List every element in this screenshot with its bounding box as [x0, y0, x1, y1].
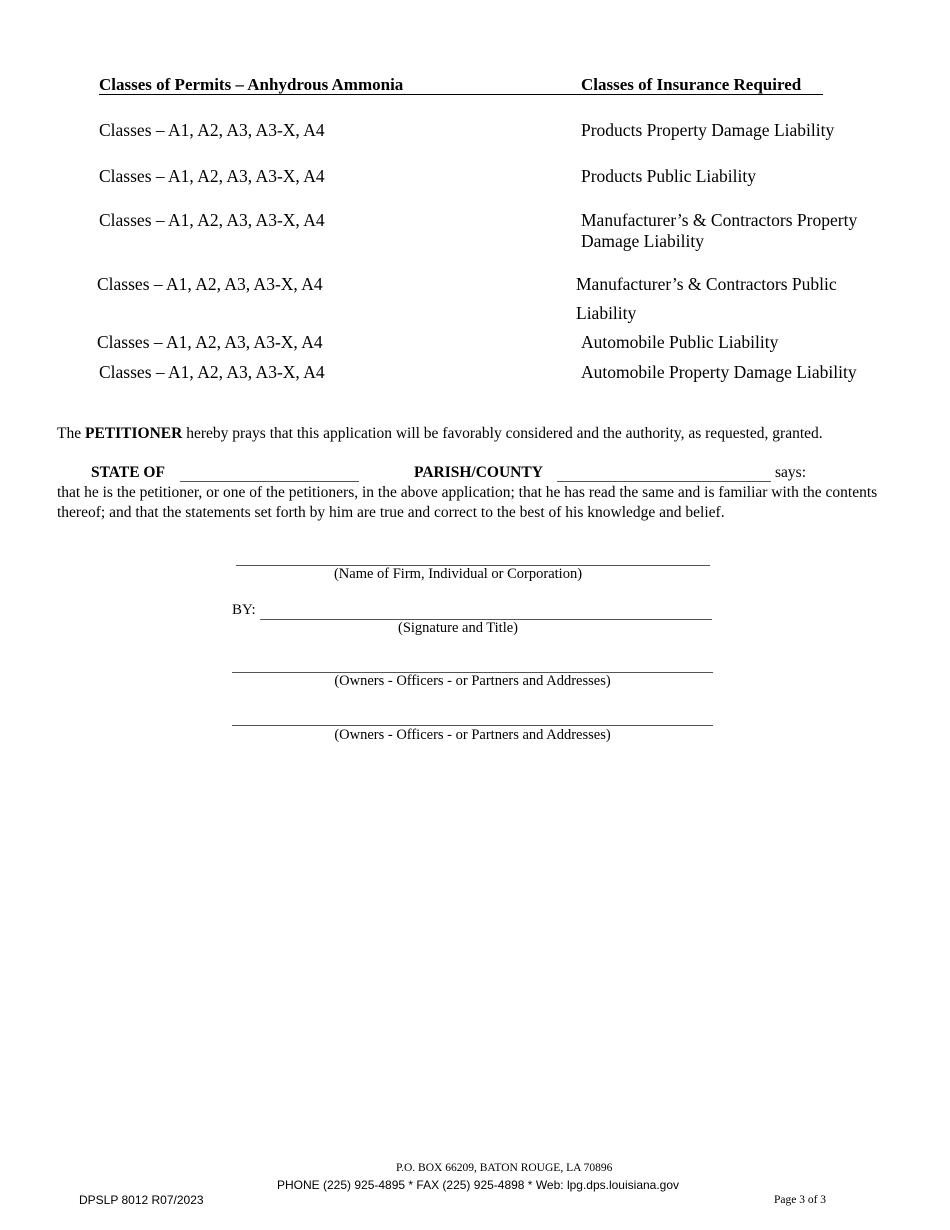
permits-column-header: Classes of Permits – Anhydrous Ammonia: [99, 75, 404, 94]
footer-contact: PHONE (225) 925-4895 * FAX (225) 925-4898 * Web: lpg.dps.louisiana.gov: [277, 1178, 680, 1192]
page-number: Page 3 of 3: [774, 1194, 827, 1206]
insurance-cell: Manufacturer’s & Contractors Property: [581, 210, 858, 230]
insurance-cell: Automobile Property Damage Liability: [581, 362, 857, 382]
parish-county-label: PARISH/COUNTY: [414, 464, 543, 481]
insurance-cell-continued: Damage Liability: [581, 231, 704, 251]
insurance-cell-continued: Liability: [576, 303, 637, 323]
state-of-field[interactable]: [180, 466, 359, 482]
petitioner-label: PETITIONER: [84, 425, 183, 442]
owners-field-2[interactable]: [232, 725, 713, 726]
permit-classes-cell: Classes – A1, A2, A3, A3-X, A4: [99, 362, 325, 382]
insurance-cell: Products Property Damage Liability: [581, 120, 835, 140]
insurance-column-header: Classes of Insurance Required: [581, 75, 802, 94]
firm-name-caption: (Name of Firm, Individual or Corporation): [333, 566, 583, 582]
petition-the: The: [57, 425, 82, 442]
form-identifier: DPSLP 8012 R07/2023: [79, 1193, 204, 1207]
permit-classes-cell: Classes – A1, A2, A3, A3-X, A4: [97, 274, 323, 294]
signature-caption: (Signature and Title): [397, 620, 519, 636]
insurance-cell: Products Public Liability: [581, 166, 756, 186]
petition-paragraph: [57, 424, 897, 444]
parish-county-field[interactable]: [557, 466, 771, 482]
permit-classes-cell: Classes – A1, A2, A3, A3-X, A4: [99, 166, 325, 186]
petition-text: hereby prays that this application will be favorably considered and the authority, as requested, granted.: [186, 425, 823, 442]
insurance-cell: Automobile Public Liability: [581, 332, 779, 352]
affirmation-paragraph: that he is the petitioner, or one of the petitioners, in the above application; that he has read the same and is familiar with the contents thereof; and that the statements set forth by him are true and correct to the best of his knowledge and belief.: [57, 484, 878, 521]
insurance-cell: Manufacturer’s & Contractors Public: [576, 274, 837, 294]
owners-caption-1: (Owners - Officers - or Partners and Addresses): [334, 673, 611, 689]
permit-classes-cell: Classes – A1, A2, A3, A3-X, A4: [99, 120, 325, 140]
by-label: BY:: [232, 602, 256, 618]
says-label: says:: [775, 464, 806, 481]
permit-classes-cell: Classes – A1, A2, A3, A3-X, A4: [99, 210, 325, 230]
permit-classes-cell: Classes – A1, A2, A3, A3-X, A4: [97, 332, 323, 352]
footer-address: P.O. BOX 66209, BATON ROUGE, LA 70896: [396, 1162, 613, 1174]
owners-caption-2: (Owners - Officers - or Partners and Addresses): [334, 727, 611, 743]
state-of-label: STATE OF: [91, 464, 165, 481]
